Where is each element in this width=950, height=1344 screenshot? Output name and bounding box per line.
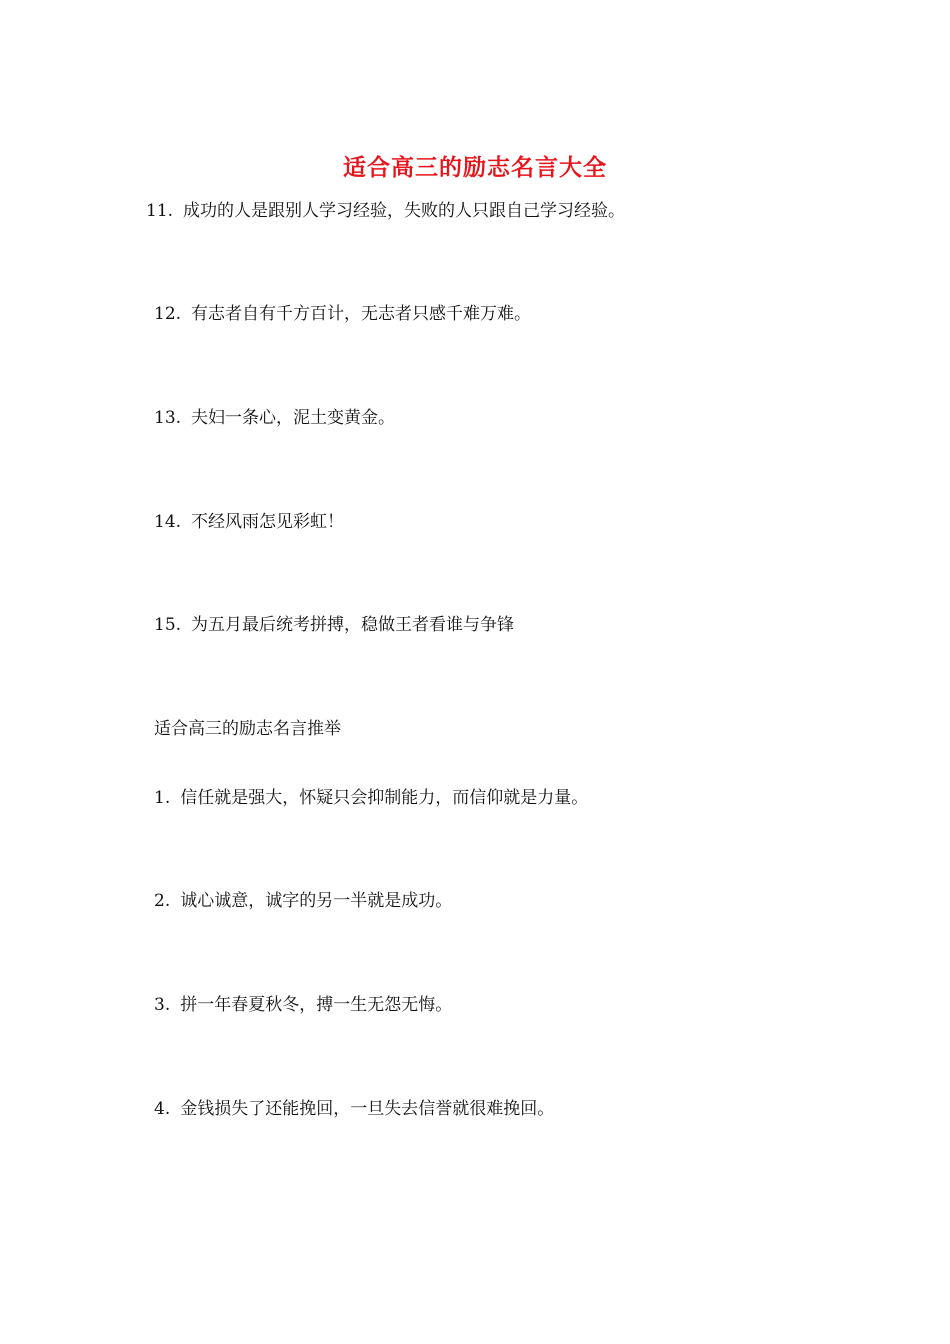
item-text: 成功的人是跟别人学习经验，失败的人只跟自己学习经验。 xyxy=(183,201,626,221)
item-number: 13. xyxy=(154,408,182,428)
document-title: 适合高三的励志名言大全 xyxy=(343,155,607,181)
item-number: 2. xyxy=(154,891,171,911)
item-number: 11. xyxy=(146,201,174,221)
list-item xyxy=(154,612,514,638)
item-number: 15. xyxy=(154,615,182,635)
list-item xyxy=(154,509,344,535)
item-number: 12. xyxy=(154,304,182,324)
item-text: 为五月最后统考拼搏，稳做王者看谁与争锋 xyxy=(191,615,515,635)
item-text: 拼一年春夏秋冬，搏一生无怨无悔。 xyxy=(180,995,453,1015)
item-text: 金钱损失了还能挽回，一旦失去信誉就很难挽回。 xyxy=(180,1099,555,1119)
item-number: 3. xyxy=(154,995,171,1015)
item-text: 夫妇一条心，泥土变黄金。 xyxy=(191,408,396,428)
list-item xyxy=(154,301,531,327)
item-text: 诚心诚意，诚字的另一半就是成功。 xyxy=(180,891,453,911)
list-item xyxy=(154,405,395,431)
list-item xyxy=(154,785,588,811)
list-item xyxy=(154,992,452,1018)
item-text: 信任就是强大，怀疑只会抑制能力，而信仰就是力量。 xyxy=(180,788,589,808)
list-item xyxy=(146,198,625,224)
item-number: 1. xyxy=(154,788,171,808)
item-text: 有志者自有千方百计，无志者只感千难万难。 xyxy=(191,304,532,324)
item-number: 4. xyxy=(154,1099,171,1119)
list-item xyxy=(154,888,452,914)
item-text: 不经风雨怎见彩虹！ xyxy=(191,512,345,532)
list-item xyxy=(154,1096,554,1122)
item-number: 14. xyxy=(154,512,182,532)
section-heading: 适合高三的励志名言推举 xyxy=(154,719,341,739)
